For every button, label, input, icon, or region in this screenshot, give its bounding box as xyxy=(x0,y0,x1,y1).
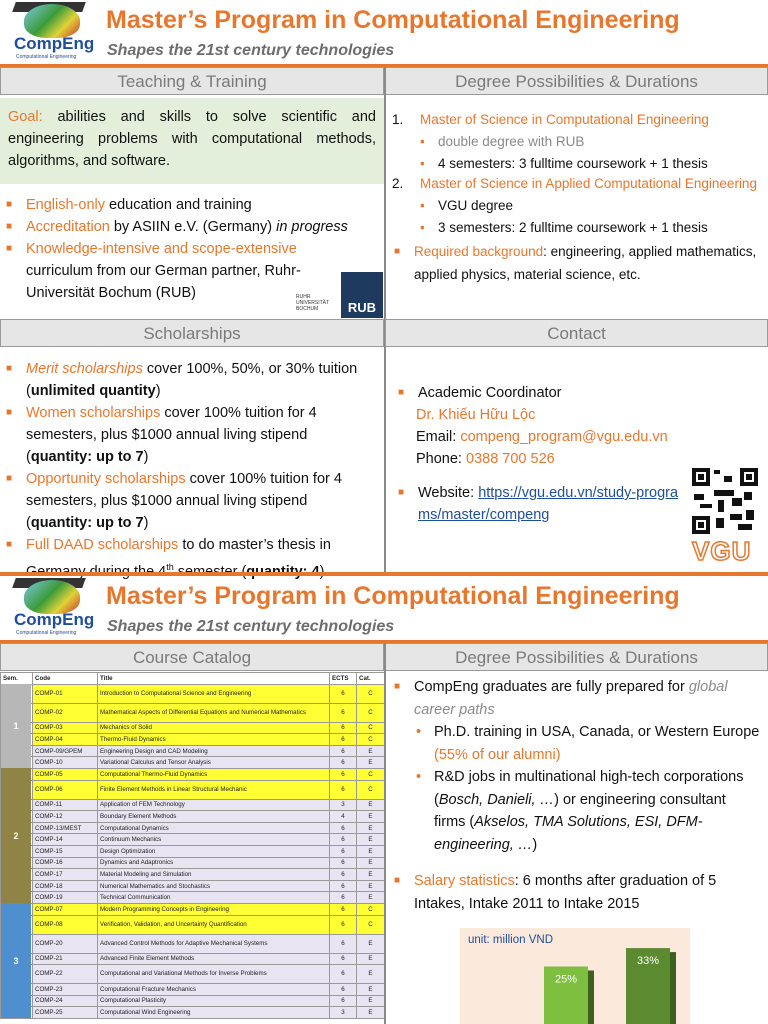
code-cell: COMP-16 xyxy=(33,857,98,869)
title-cell: Design Optimization xyxy=(98,845,330,857)
code-cell: COMP-22 xyxy=(33,965,98,984)
title-cell: Numerical Mathematics and Stochastics xyxy=(98,880,330,892)
code-cell: COMP-14 xyxy=(33,834,98,846)
code-cell: COMP-08 xyxy=(33,915,98,934)
ects-cell: 6 xyxy=(330,722,357,734)
table-row xyxy=(1,811,385,823)
divider xyxy=(384,643,386,1024)
table-row xyxy=(1,845,385,857)
cat-cell: C xyxy=(357,915,385,934)
table-row xyxy=(1,965,385,984)
list-item: • Ph.D. training in USA, Canada, or Western Europe (55% of our alumni) xyxy=(412,721,760,766)
cat-cell: E xyxy=(357,892,385,904)
col-header: Code xyxy=(33,673,98,685)
cat-cell: C xyxy=(357,768,385,780)
code-cell: COMP-07 xyxy=(33,903,98,915)
table-row xyxy=(1,722,385,734)
code-cell: COMP-09/GPEM xyxy=(33,745,98,757)
ects-cell: 3 xyxy=(330,799,357,811)
code-cell: COMP-12 xyxy=(33,811,98,823)
ects-cell: 6 xyxy=(330,995,357,1007)
code-cell: COMP-21 xyxy=(33,953,98,965)
list-item: ■ Knowledge-intensive and scope-extensive curriculum from our German partner, Ruhr-Universität Bochum (RUB) xyxy=(4,238,346,304)
ects-cell: 4 xyxy=(330,811,357,823)
cat-cell: C xyxy=(357,734,385,746)
title-cell: Verification, Validation, and Uncertainty Quantification xyxy=(98,915,330,934)
teaching-list xyxy=(4,194,374,304)
degree-list: 1. Master of Science in Computational Engineering • double degree with RUB • 4 semesters: 3 fulltime coursework + 1 thesis 2. Master of Science in Applied Computational Engineering • VGU degree • 3 semesters: 2 fulltime coursework + 1 thesis ■ Required background: engineering, applied mathematics, applied physics, material science, etc. xyxy=(392,110,762,286)
cat-cell: E xyxy=(357,934,385,953)
ects-cell: 6 xyxy=(330,880,357,892)
code-cell: COMP-19 xyxy=(33,892,98,904)
cat-cell: E xyxy=(357,1007,385,1019)
bottom-banner xyxy=(0,576,768,640)
table-row xyxy=(1,934,385,953)
email-link[interactable]: compeng_program@vgu.edu.vn xyxy=(460,429,668,445)
cat-cell: C xyxy=(357,903,385,915)
col-header: ECTS xyxy=(330,673,357,685)
cat-cell: E xyxy=(357,995,385,1007)
table-row xyxy=(1,703,385,722)
data-label: 25% xyxy=(554,973,578,986)
ects-cell: 6 xyxy=(330,822,357,834)
list-item: ■ Opportunity scholarships cover 100% tuition for 4 semesters, plus $1000 annual living stipend (quantity: up to 7) xyxy=(4,468,360,534)
code-cell: COMP-03 xyxy=(33,722,98,734)
table-row xyxy=(1,834,385,846)
scholarship-list xyxy=(4,358,360,583)
list-item: • R&D jobs in multinational high-tech corporations (Bosch, Danieli, …) or engineering consultant firms (Akselos, TMA Solutions, ESI, DFM-engineering, …) xyxy=(412,766,760,856)
ects-cell: 6 xyxy=(330,903,357,915)
semester-block: 3 xyxy=(1,903,31,1018)
code-cell: COMP-01 xyxy=(33,684,98,703)
cat-cell: C xyxy=(357,684,385,703)
coordinator-name: Dr. Khiếu Hữu Lộc xyxy=(416,407,536,423)
table-row xyxy=(1,684,385,703)
list-item: ■ Women scholarships cover 100% tuition for 4 semesters, plus $1000 annual living stipend (quantity: up to 7) xyxy=(4,402,360,468)
title-cell: Thermo-Fluid Dynamics xyxy=(98,734,330,746)
compeng-logo: CompEng Computational Engineering xyxy=(6,4,98,60)
career-block: ■ CompEng graduates are fully prepared for global career paths • Ph.D. training in USA, Canada, or Western Europe (55% of our alumni) • R&D jobs in multinational high-tech corporations (Bosch, Danieli, …) or engineering consultant firms (Akselos, TMA Solutions, ESI, DFM-engineering, …) ■ Salary statistics: 6 months after graduation of 5 Intakes, Intake 2011 to Intake 2015 xyxy=(392,676,760,915)
title-cell: Computational Fracture Mechanics xyxy=(98,984,330,996)
cat-cell: C xyxy=(357,780,385,799)
title-cell: Mathematical Aspects of Differential Equations and Numerical Mathematics xyxy=(98,703,330,722)
title-cell: Introduction to Computational Science and Engineering xyxy=(98,684,330,703)
page-title: Master’s Program in Computational Engineering xyxy=(106,6,680,34)
code-cell: COMP-23 xyxy=(33,984,98,996)
page-title: Master’s Program in Computational Engineering xyxy=(106,582,680,610)
title-cell: Advanced Finite Element Methods xyxy=(98,953,330,965)
table-row xyxy=(1,903,385,915)
ects-cell: 6 xyxy=(330,934,357,953)
cat-cell: E xyxy=(357,953,385,965)
compeng-logo: CompEng Computational Engineering xyxy=(6,580,98,636)
ects-cell: 6 xyxy=(330,684,357,703)
bar-side xyxy=(670,952,676,1024)
website-link[interactable]: https://vgu.edu.vn/study-programs/master/compeng xyxy=(418,485,679,523)
scholarships-heading: Scholarships xyxy=(0,319,384,347)
code-cell: COMP-20 xyxy=(33,934,98,953)
cat-cell: C xyxy=(357,703,385,722)
title-cell: Computational and Variational Methods for Inverse Problems xyxy=(98,965,330,984)
title-cell: Application of FEM Technology xyxy=(98,799,330,811)
cat-cell: E xyxy=(357,799,385,811)
ects-cell: 6 xyxy=(330,745,357,757)
code-cell: COMP-04 xyxy=(33,734,98,746)
code-cell: COMP-11 xyxy=(33,799,98,811)
table-row xyxy=(1,857,385,869)
degrees-heading: Degree Possibilities & Durations xyxy=(385,67,768,95)
rub-small-text: RUHR UNIVERSITÄT BOCHUM xyxy=(296,294,330,312)
vgu-logo: VGU xyxy=(692,536,752,566)
title-cell: Variational Calculus and Tensor Analysis xyxy=(98,757,330,769)
bar-side xyxy=(588,971,594,1024)
table-row xyxy=(1,799,385,811)
ects-cell: 6 xyxy=(330,953,357,965)
code-cell: COMP-06 xyxy=(33,780,98,799)
table-row xyxy=(1,995,385,1007)
cat-cell: E xyxy=(357,811,385,823)
title-cell: Continuum Mechanics xyxy=(98,834,330,846)
data-label: 33% xyxy=(636,955,660,968)
table-row xyxy=(1,953,385,965)
title-cell: Advanced Control Methods for Adaptive Mechanical Systems xyxy=(98,934,330,953)
list-item: ■ Full DAAD scholarships to do master’s thesis in $^{th}$ xyxy=(4,534,360,583)
chart-title: unit: million VND xyxy=(468,934,553,946)
list-item: ■ Merit scholarships cover 100%, 50%, or 30% tuition (unlimited quantity) xyxy=(4,358,360,402)
table-row xyxy=(1,984,385,996)
rub-logo: RUB xyxy=(341,272,383,318)
code-cell: COMP-15 xyxy=(33,845,98,857)
code-cell: COMP-10 xyxy=(33,757,98,769)
code-cell: COMP-17 xyxy=(33,869,98,881)
salary-chart xyxy=(460,928,690,1024)
catalog-heading: Course Catalog xyxy=(0,643,384,671)
course-catalog xyxy=(0,672,384,1024)
table-row xyxy=(1,915,385,934)
ects-cell: 6 xyxy=(330,869,357,881)
degrees2-heading: Degree Possibilities & Durations xyxy=(385,643,768,671)
cat-cell: E xyxy=(357,822,385,834)
ects-cell: 6 xyxy=(330,965,357,984)
list-item: ■ Accreditation by ASIIN e.V. (Germany) in progress xyxy=(4,216,374,238)
ects-cell: 6 xyxy=(330,845,357,857)
ects-cell: 6 xyxy=(330,892,357,904)
cat-cell: E xyxy=(357,745,385,757)
chart-svg xyxy=(460,928,690,1024)
cat-cell: E xyxy=(357,845,385,857)
table-row xyxy=(1,780,385,799)
title-cell: Boundary Element Methods xyxy=(98,811,330,823)
page-subtitle: Shapes the 21st century technologies xyxy=(107,618,395,635)
title-cell: Modern Programming Concepts in Engineering xyxy=(98,903,330,915)
qr-code-icon xyxy=(692,468,758,534)
contact-heading: Contact xyxy=(385,319,768,347)
title-cell: Computational Plasticity xyxy=(98,995,330,1007)
ects-cell: 6 xyxy=(330,768,357,780)
cat-cell: C xyxy=(357,722,385,734)
col-header: Cat. xyxy=(357,673,385,685)
cat-cell: E xyxy=(357,757,385,769)
ects-cell: 6 xyxy=(330,780,357,799)
ects-cell: 6 xyxy=(330,857,357,869)
table-row xyxy=(1,869,385,881)
table-row xyxy=(1,734,385,746)
phone-number: 0388 700 526 xyxy=(466,451,555,467)
title-cell: Dynamics and Adaptronics xyxy=(98,857,330,869)
table-row xyxy=(1,880,385,892)
code-cell: COMP-24 xyxy=(33,995,98,1007)
teaching-heading: Teaching & Training xyxy=(0,67,384,95)
table-row xyxy=(1,1007,385,1019)
title-cell: Mechanics of Solid xyxy=(98,722,330,734)
cat-cell: E xyxy=(357,984,385,996)
page-subtitle: Shapes the 21st century technologies xyxy=(107,42,395,59)
title-cell: Computational Thermo-Fluid Dynamics xyxy=(98,768,330,780)
title-cell: Engineering Design and CAD Modeling xyxy=(98,745,330,757)
ects-cell: 6 xyxy=(330,834,357,846)
ects-cell: 6 xyxy=(330,734,357,746)
goal-box: Goal: abilities and skills to solve scientific and engineering problems with computational methods, algorithms, and software. xyxy=(0,98,384,184)
ects-cell: 3 xyxy=(330,1007,357,1019)
ects-cell: 6 xyxy=(330,703,357,722)
ects-cell: 6 xyxy=(330,757,357,769)
table-row xyxy=(1,768,385,780)
ects-cell: 6 xyxy=(330,984,357,996)
code-cell: COMP-05 xyxy=(33,768,98,780)
table-row xyxy=(1,757,385,769)
table-row xyxy=(1,745,385,757)
semester-block: 2 xyxy=(1,768,31,903)
table-row xyxy=(1,822,385,834)
code-cell: COMP-18 xyxy=(33,880,98,892)
code-cell: COMP-25 xyxy=(33,1007,98,1019)
cat-cell: E xyxy=(357,880,385,892)
title-cell: Computational Wind Engineering xyxy=(98,1007,330,1019)
contact-block: ■ Academic Coordinator Dr. Khiếu Hữu Lộc Email: compeng_program@vgu.edu.vn Phone: 0388 700 526 ■ Website: https://vgu.edu.vn/study-programs/master/compeng xyxy=(396,382,696,526)
col-header: Title xyxy=(98,673,330,685)
cat-cell: E xyxy=(357,869,385,881)
title-cell: Technical Communication xyxy=(98,892,330,904)
code-cell: COMP-13/MEST xyxy=(33,822,98,834)
title-cell: Finite Element Methods in Linear Structural Mechanic xyxy=(98,780,330,799)
cat-cell: E xyxy=(357,834,385,846)
top-banner xyxy=(0,0,768,64)
ects-cell: 6 xyxy=(330,915,357,934)
title-cell: Material Modeling and Simulation xyxy=(98,869,330,881)
code-cell: COMP-02 xyxy=(33,703,98,722)
table-row xyxy=(1,892,385,904)
cat-cell: E xyxy=(357,965,385,984)
title-cell: Computational Dynamics xyxy=(98,822,330,834)
col-header: Sem. xyxy=(1,673,33,685)
cat-cell: E xyxy=(357,857,385,869)
semester-block: 1 xyxy=(1,684,31,768)
list-item: ■ English-only education and training xyxy=(4,194,374,216)
